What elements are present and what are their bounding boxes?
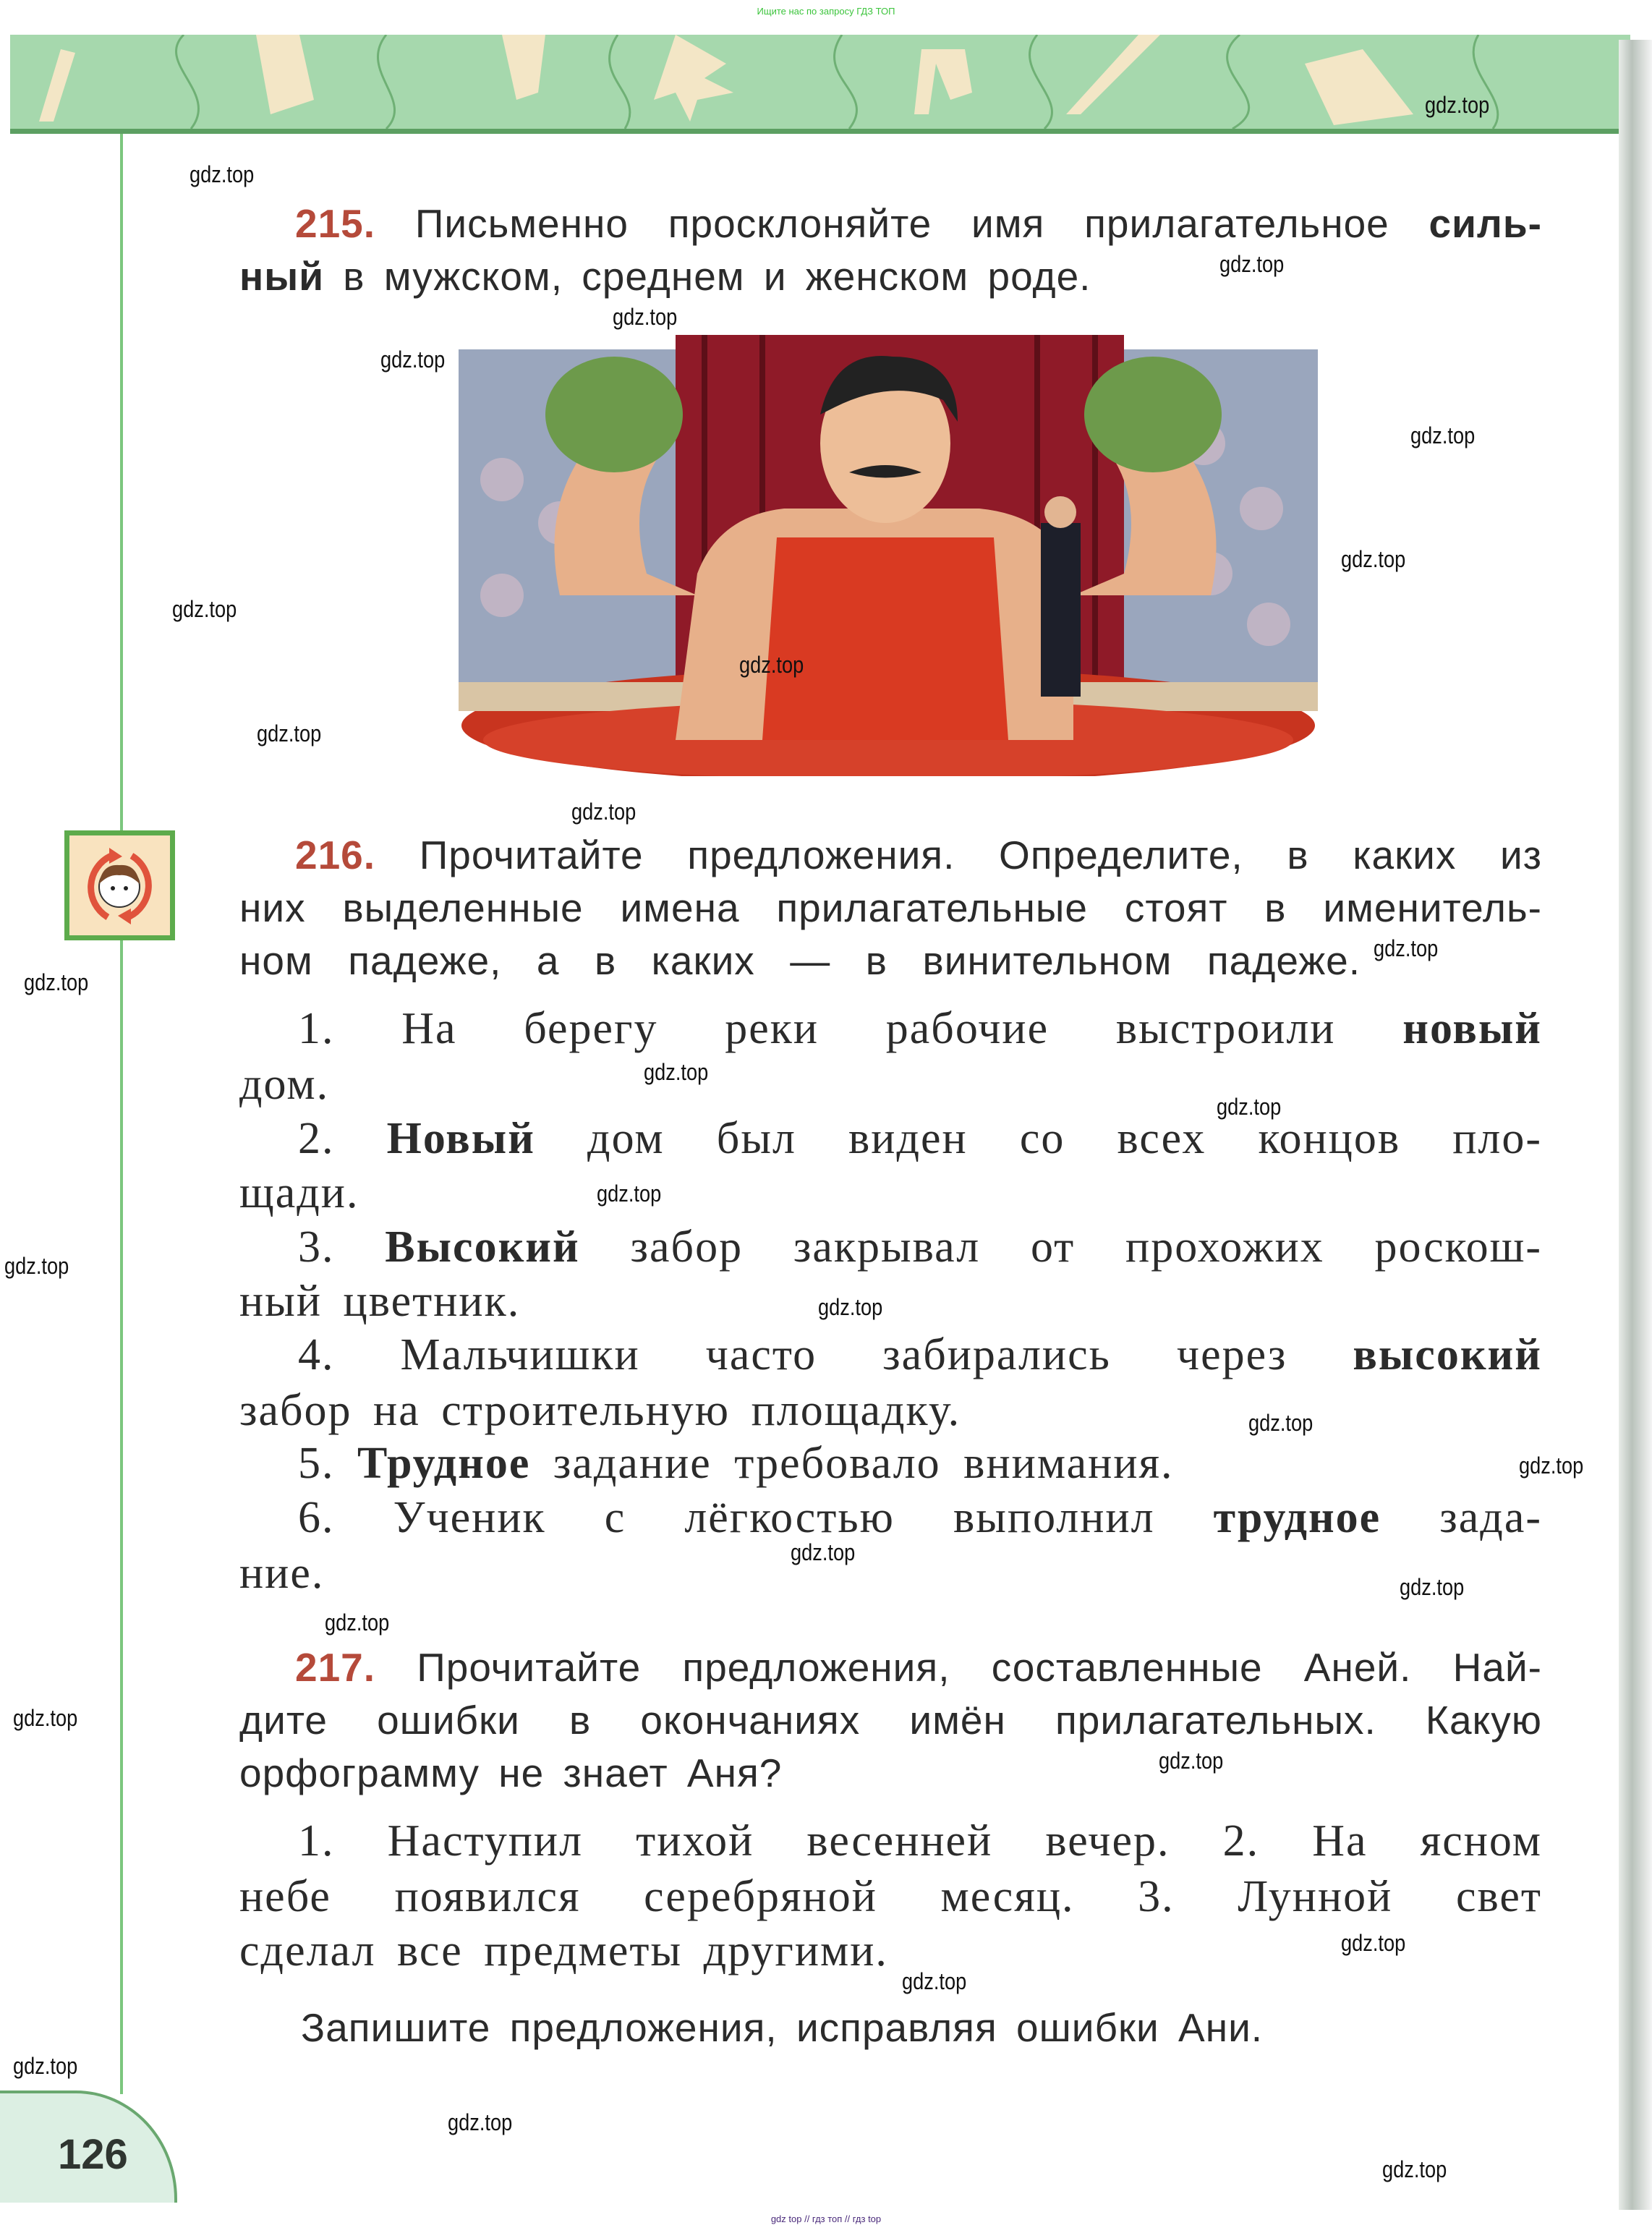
sentence-1	[298, 1002, 1542, 1055]
ex217-instruction: Запишите предложения, исправляя ошибки Ани.	[301, 2005, 1264, 2050]
bold-word: ный	[239, 254, 325, 299]
watermark: gdz.top	[1425, 92, 1490, 118]
school-items-ornament	[10, 35, 1630, 129]
watermark: gdz.top	[325, 1609, 390, 1636]
watermark: gdz.top	[380, 346, 446, 373]
sentence-3	[298, 1220, 1542, 1274]
ex216-line-1	[295, 828, 1542, 882]
sentence-6	[298, 1491, 1542, 1544]
watermark: gdz.top	[257, 720, 322, 747]
ex215-line-1	[295, 197, 1542, 250]
page-number: 126	[58, 2131, 128, 2178]
watermark: gdz.top	[1374, 935, 1439, 961]
sentence-4-cont: забор на строительную площадку.	[239, 1386, 961, 1435]
sentence-5	[298, 1437, 1542, 1490]
ex217-line-3: орфограмму не знает Аня?	[239, 1751, 783, 1795]
sentence-2-cont: щади.	[239, 1168, 359, 1217]
text: 1. На берегу реки рабочие выстроили	[298, 1004, 1336, 1053]
sentence-1-cont: дом.	[239, 1060, 330, 1109]
watermark: gdz.top	[1159, 1748, 1224, 1774]
ex217-line-2: дите ошибки в окончаниях имён прилагательных. Какую	[239, 1698, 1542, 1743]
watermark: gdz.top	[1248, 1410, 1313, 1436]
watermark: gdz.top	[1217, 1094, 1282, 1120]
bold-word: новый	[1402, 1004, 1543, 1053]
ex217-sentence-2: небе появился серебряной месяц. 3. Лунной свет	[239, 1872, 1542, 1921]
watermark: gdz.top	[448, 2109, 513, 2135]
text: 2.	[298, 1114, 335, 1163]
strongman-circus-illustration	[459, 335, 1318, 776]
sentence-6-cont: ние.	[239, 1549, 325, 1598]
text: Прочитайте предложения, составленные Аней. Най-	[417, 1645, 1542, 1690]
text: 5.	[298, 1439, 335, 1488]
bold-word: трудное	[1213, 1493, 1381, 1542]
text: дом был виден со всех концов пло-	[587, 1114, 1543, 1163]
ex215-line-2	[239, 250, 1542, 303]
bold-word: Трудное	[357, 1439, 531, 1488]
sentence-3-cont: ный цветник.	[239, 1277, 521, 1326]
watermark: gdz.top	[571, 799, 636, 825]
footer-note: gdz top // гдз топ // гдз top	[770, 2213, 882, 2224]
watermark: gdz.top	[613, 304, 678, 330]
search-hint: Ищите нас по запросу ГДЗ ТОП	[757, 6, 895, 17]
ex216-line-3: ном падеже, а в каких — в винительном падеже.	[239, 938, 1361, 983]
watermark: gdz.top	[902, 1968, 967, 1994]
watermark: gdz.top	[1400, 1574, 1465, 1600]
watermark: gdz.top	[791, 1539, 856, 1565]
bold-word: Новый	[386, 1114, 535, 1163]
text: зада-	[1439, 1493, 1543, 1542]
ex216-line-2: них выделенные имена прилагательные стоят в именитель-	[239, 885, 1542, 930]
text: 6. Ученик с лёгкостью выполнил	[298, 1493, 1155, 1542]
watermark: gdz.top	[1219, 251, 1285, 277]
watermark: gdz.top	[190, 161, 255, 187]
watermark: gdz.top	[172, 596, 237, 622]
watermark: gdz.top	[597, 1181, 662, 1207]
text: задание требовало внимания.	[553, 1439, 1174, 1488]
watermark: gdz.top	[1341, 1930, 1406, 1956]
text: 3.	[298, 1222, 335, 1272]
margin-line	[120, 134, 123, 2094]
ex217-sentence-1: 1. Наступил тихой весенней вечер. 2. На ясном	[298, 1816, 1542, 1866]
bold-word: Высокий	[385, 1222, 580, 1272]
exercise-number: 217.	[295, 1645, 376, 1690]
watermark: gdz.top	[13, 2053, 78, 2079]
watermark: gdz.top	[1341, 546, 1406, 572]
pair-work-icon	[64, 830, 175, 940]
ex217-line-1	[295, 1641, 1542, 1694]
ex217-sentence-3: сделал все предметы другими.	[239, 1926, 888, 1975]
text: в мужском, среднем и женском роде.	[343, 254, 1091, 299]
sentence-4	[298, 1328, 1542, 1382]
decorative-header-band	[10, 35, 1630, 134]
exercise-number: 216.	[295, 833, 376, 877]
page-binding-shadow	[1619, 40, 1652, 2210]
text: Прочитайте предложения. Определите, в каких из	[419, 833, 1542, 877]
bold-word: высокий	[1353, 1330, 1542, 1379]
watermark: gdz.top	[1410, 422, 1476, 448]
text: Письменно просклоняйте имя прилагательное	[414, 201, 1389, 246]
watermark: gdz.top	[24, 969, 89, 995]
sentence-2	[298, 1112, 1542, 1165]
watermark: gdz.top	[644, 1059, 709, 1085]
watermark: gdz.top	[818, 1294, 883, 1320]
watermark: gdz.top	[1519, 1452, 1584, 1479]
watermark: gdz.top	[13, 1705, 78, 1731]
text: 4. Мальчишки часто забирались через	[298, 1330, 1287, 1379]
exercise-number: 215.	[295, 201, 376, 246]
watermark: gdz.top	[739, 652, 804, 678]
text: забор закрывал от прохожих роскош-	[630, 1222, 1542, 1272]
watermark: gdz.top	[4, 1253, 69, 1279]
watermark: gdz.top	[1382, 2156, 1447, 2182]
bold-word: силь-	[1429, 201, 1542, 246]
